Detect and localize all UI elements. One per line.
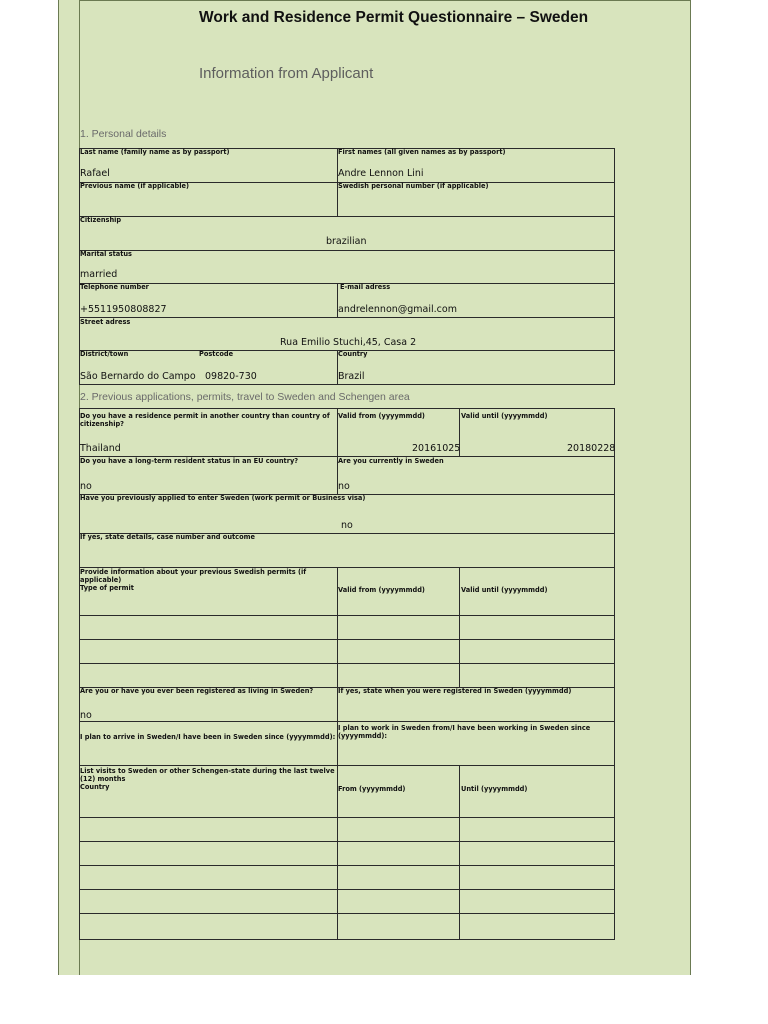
citizenship-value: brazilian [326,236,367,247]
permits-until-label: Valid until (yyyymmdd) [461,586,548,594]
district-value: São Bernardo do Campo [80,371,196,382]
district-label: District/town [80,350,129,358]
visit-row-until[interactable] [459,841,615,866]
valid-until-label: Valid until (yyyymmdd) [461,412,548,420]
previous-name-label: Previous name (if applicable) [80,182,190,190]
first-names-label: First names (all given names as by passport) [338,148,506,156]
permit-row-until[interactable] [459,639,615,664]
permit-row-type[interactable] [79,639,338,664]
long-term-status-answer: no [80,481,92,492]
email-label: E-mail adress [340,283,391,291]
visit-row-from[interactable] [337,889,460,914]
page-subtitle: Information from Applicant [199,65,374,82]
visit-row-until[interactable] [459,889,615,914]
visit-row-country[interactable] [79,913,338,940]
country-label: Country [338,350,368,358]
last-name-label: Last name (family name as by passport) [80,148,230,156]
permit-row-until[interactable] [459,615,615,640]
section-personal-details: 1. Personal details [80,128,167,140]
top-border [79,0,691,1]
previously-applied-answer: no [341,520,353,531]
marital-status-label: Marital status [80,250,132,258]
visit-row-country[interactable] [79,889,338,914]
work-date-question: I plan to work in Sweden from/I have been working in Sweden since (yyyymmdd): [338,724,591,740]
permit-row-from[interactable] [337,639,460,664]
arrive-date-cell[interactable] [79,721,338,766]
street-label: Street adress [80,318,131,326]
marital-status-cell[interactable] [79,250,615,284]
section-previous-applications: 2. Previous applications, permits, travel to Sweden and Schengen area [80,391,410,403]
previously-applied-question: Have you previously applied to enter Sweden (work permit or Business visa) [80,494,366,502]
valid-from-value: 20161025 [412,443,461,454]
visit-row-from[interactable] [337,913,460,940]
registered-answer: no [80,710,92,721]
postcode-value: 09820-730 [205,371,257,382]
arrive-date-question: I plan to arrive in Sweden/I have been in Sweden since (yyyymmdd): [80,733,336,741]
currently-in-sweden-answer: no [338,481,350,492]
permits-from-label: Valid from (yyyymmdd) [338,586,425,594]
country-cell[interactable] [337,350,615,385]
postcode-label: Postcode [199,350,234,358]
permit-row-until[interactable] [459,663,615,688]
street-value: Rua Emilio Stuchi,45, Casa 2 [280,337,417,348]
permit-row-from[interactable] [337,663,460,688]
visit-row-from[interactable] [337,817,460,842]
currently-in-sweden-question: Are you currently in Sweden [338,457,444,465]
details-question: If yes, state details, case number and outcome [80,533,255,541]
visit-row-country[interactable] [79,817,338,842]
page-title: Work and Residence Permit Questionnaire – Sweden [199,9,589,26]
registered-question: Are you or have you ever been registered as living in Sweden? [80,687,314,695]
marital-status-value: married [80,269,118,280]
permit-row-from[interactable] [337,615,460,640]
long-term-status-question: Do you have a long-term resident status in an EU country? [80,457,299,465]
visit-row-until[interactable] [459,817,615,842]
visit-row-until[interactable] [459,865,615,890]
visits-until-label: Until (yyyymmdd) [461,785,528,793]
visits-from-label: From (yyyymmdd) [338,785,406,793]
registered-when-question: If yes, state when you were registered in Sweden (yyyymmdd) [338,687,572,695]
first-names-value: Andre Lennon Lini [338,168,424,179]
visit-row-until[interactable] [459,913,615,940]
email-value: andrelennon@gmail.com [338,304,457,315]
residence-permit-question: Do you have a residence permit in another country than country of citizenship? [80,412,330,428]
personal-number-label: Swedish personal number (if applicable) [338,182,489,190]
phone-label: Telephone number [80,283,149,291]
phone-value: +5511950808827 [80,304,167,315]
residence-permit-answer: Thailand [80,443,121,454]
visit-row-from[interactable] [337,841,460,866]
valid-until-value: 20180228 [567,443,616,454]
permit-row-type[interactable] [79,663,338,688]
last-name-value: Rafael [80,168,110,179]
visit-row-country[interactable] [79,865,338,890]
country-value: Brazil [338,371,365,382]
visit-row-country[interactable] [79,841,338,866]
permit-row-type[interactable] [79,615,338,640]
visit-row-from[interactable] [337,865,460,890]
visits-question: List visits to Sweden or other Schengen-state during the last twelve (12) months Country [80,767,335,791]
permits-question: Provide information about your previous Swedish permits (if applicable) Type of permit [80,568,307,592]
valid-from-label: Valid from (yyyymmdd) [338,412,425,420]
citizenship-label: Citizenship [80,216,122,224]
